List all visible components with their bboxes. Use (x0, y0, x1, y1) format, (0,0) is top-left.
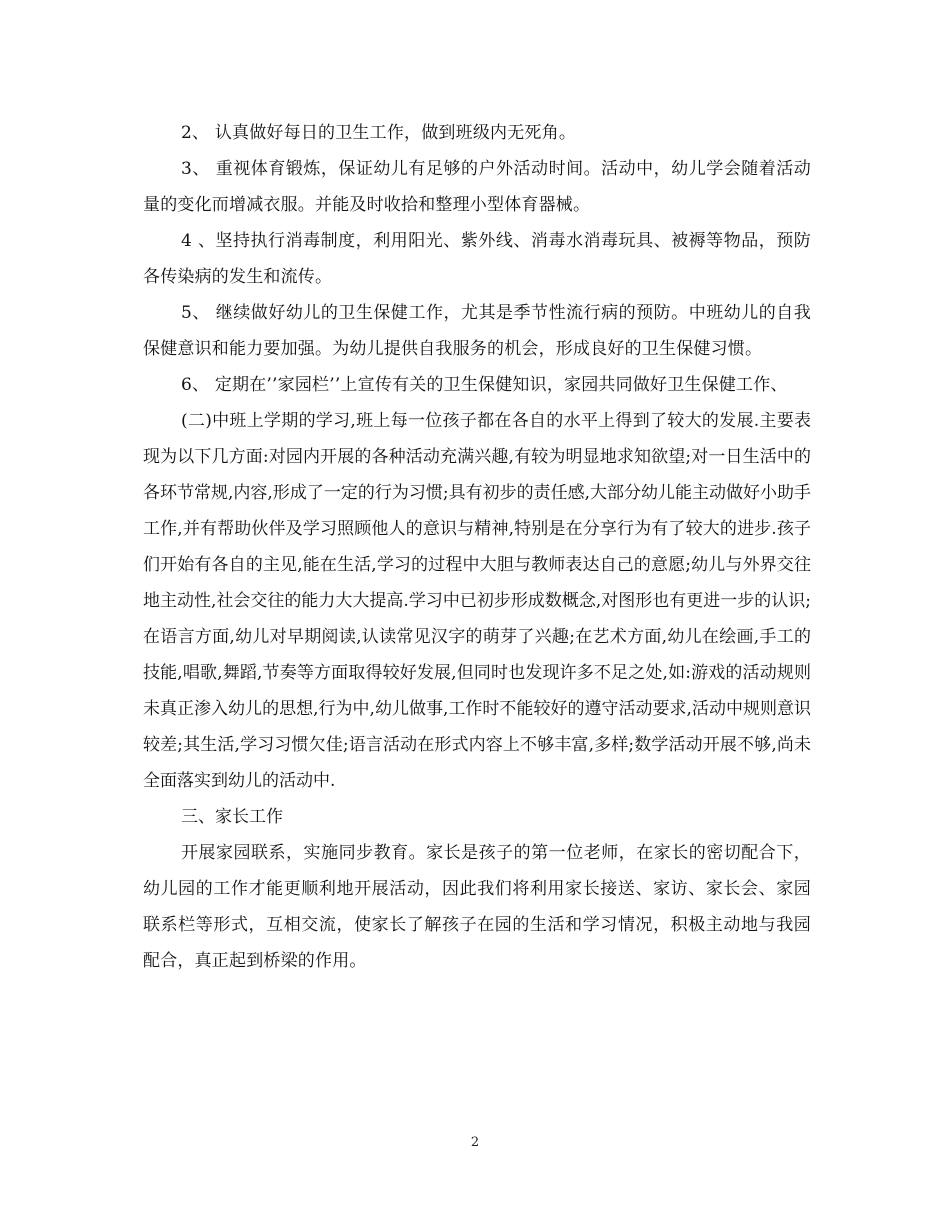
page-number: 2 (470, 1135, 480, 1150)
paragraph-parent-work: 开展家园联系，实施同步教育。家长是孩子的第一位老师，在家长的密切配合下， 幼儿园的工作才能更顺利地开展活动，因此我们将利用家长接送、家访、家长会、家园联系栏等形式，互相交流，使家长了解孩子在园的生活和学习情况，积极主动地与我园配合，真正起到桥梁的作用。 (143, 843, 811, 971)
paragraph-home-school-board: 6、 定期在’’家园栏’’上宣传有关的卫生保健知识，家园共同做好卫生保健工作、 (181, 375, 788, 395)
document-body (143, 115, 811, 979)
paragraph-learning-summary: (二)中班上学期的学习,班上每一位孩子都在各自的水平上得到了较大的发展.主要表现为以下几方面:对园内开展的各种活动充满兴趣,有较为明显地求知欲望;对一日生活中的各环节常规,内容,形成了一定的行为习惯;具有初步的责任感,大部分幼儿能主动做好小助手工作,并有帮助伙伴及学习照顾他人的意识与精神,特别是在分享行为有了较大的进步.孩子们开始有各自的主见,能在生活,学习的过程中大胆与教师表达自己的意愿;幼儿与外界交往地主动性,社会交往的能力大大提高.学习中已初步形成数概念,对图形也有更进一步的认识;在语言方面,幼儿对早期阅读,认读常见汉字的萌芽了兴趣;在艺术方面,幼儿在绘画,手工的技能,唱歌,舞蹈,节奏等方面取得较好发展,但同时也发现许多不足之处,如:游戏的活动规则未真正渗入幼儿的思想,行为中,幼儿做事,工作时不能较好的遵守活动要求,活动中规则意识较差;其生活,学习习惯欠佳;语言活动在形式内容上不够丰富,多样;数学活动开展不够,尚未全面落实到幼儿的活动中. (143, 411, 811, 791)
paragraph-health-care: 5、 继续做好幼儿的卫生保健工作，尤其是季节性流行病的预防。中班幼儿的自我保健意识和能力要加强。为幼儿提供自我服务的机会，形成良好的卫生保健习惯。 (143, 303, 811, 359)
paragraph-disinfection: 4 、坚持执行消毒制度，利用阳光、紫外线、消毒水消毒玩具、被褥等物品，预防各传染病的发生和流传。 (143, 231, 811, 287)
paragraph-hygiene-daily: 2、 认真做好每日的卫生工作，做到班级内无死角。 (181, 123, 577, 143)
section-heading-parent-work: 三、家长工作 (181, 807, 283, 827)
paragraph-physical-exercise: 3、 重视体育锻炼，保证幼儿有足够的户外活动时间。活动中，幼儿学会随着活动量的变化而增减衣服。并能及时收拾和整理小型体育器械。 (143, 159, 811, 215)
